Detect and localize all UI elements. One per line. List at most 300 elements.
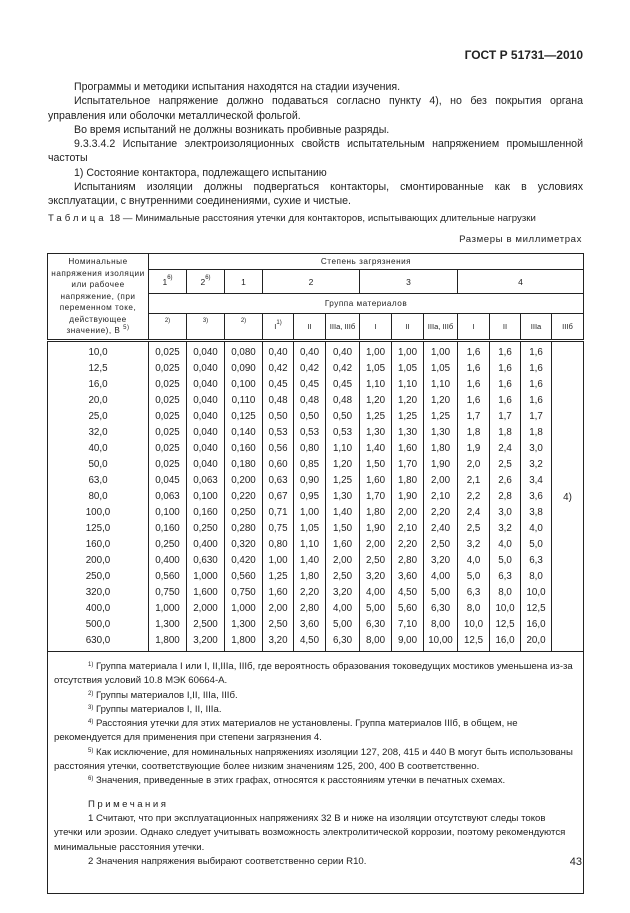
table-caption-prefix: Таблица <box>48 213 107 224</box>
creepage-cell: 1,800 <box>225 632 263 652</box>
creepage-table <box>47 253 584 894</box>
creepage-cell: 0,95 <box>294 488 326 504</box>
table-row <box>48 360 584 376</box>
creepage-cell: 3,4 <box>521 472 552 488</box>
creepage-cell: 9,00 <box>392 632 424 652</box>
creepage-cell: 0,200 <box>225 472 263 488</box>
creepage-cell: 1,6 <box>521 376 552 392</box>
creepage-cell: 0,100 <box>187 488 225 504</box>
creepage-cell: 0,025 <box>149 456 187 472</box>
creepage-cell: 3,8 <box>521 504 552 520</box>
creepage-cell: 2,40 <box>424 520 458 536</box>
creepage-cell: 4,00 <box>360 584 392 600</box>
table-row <box>48 424 584 440</box>
material-group-label: II <box>502 322 508 331</box>
notes-heading: Примечания <box>88 798 169 810</box>
voltage-header: Номинальные напряжения изоляции или рабочее напряжение, (при переменном токе, действующее значение), В $^{5)}$ <box>48 254 149 341</box>
voltage-cell: 320,0 <box>48 584 149 600</box>
creepage-cell: 1,60 <box>392 440 424 456</box>
voltage-cell: 200,0 <box>48 552 149 568</box>
creepage-cell: 1,8 <box>458 424 490 440</box>
creepage-cell: 2,50 <box>263 616 294 632</box>
voltage-cell: 400,0 <box>48 600 149 616</box>
table-row <box>48 632 584 652</box>
creepage-cell: 0,400 <box>149 552 187 568</box>
creepage-cell: 2,00 <box>392 504 424 520</box>
material-group <box>458 314 490 341</box>
creepage-cell: 2,10 <box>392 520 424 536</box>
voltage-cell: 25,0 <box>48 408 149 424</box>
creepage-cell: 2,20 <box>392 536 424 552</box>
material-group <box>521 314 552 341</box>
creepage-cell: 2,20 <box>294 584 326 600</box>
material-group <box>490 314 521 341</box>
creepage-cell: 1,20 <box>392 392 424 408</box>
paragraph: Во время испытаний не должны возникать пробивные разряды. <box>74 123 390 136</box>
material-group <box>360 314 392 341</box>
creepage-cell: 2,80 <box>294 600 326 616</box>
creepage-cell: 0,750 <box>225 584 263 600</box>
table-row <box>48 504 584 520</box>
creepage-cell: 1,10 <box>360 376 392 392</box>
creepage-cell: 1,6 <box>521 341 552 361</box>
creepage-cell: 1,05 <box>294 520 326 536</box>
creepage-cell: 1,6 <box>458 376 490 392</box>
footnote-text: Группы материалов I,II, IIIa, IIIб. <box>96 689 238 701</box>
table-row <box>48 456 584 472</box>
footnote-mark: 1) <box>88 662 94 668</box>
paragraph: 9.3.3.4.2 Испытание электроизоляционных свойств испытательным напряжением промышленной частоты <box>48 138 583 165</box>
pollution-degree <box>225 270 263 294</box>
creepage-cell: 5,60 <box>392 600 424 616</box>
creepage-cell: 2,5 <box>458 520 490 536</box>
creepage-cell: 6,3 <box>521 552 552 568</box>
creepage-cell: 5,00 <box>360 600 392 616</box>
footnote-mark: 3) <box>88 704 94 711</box>
creepage-cell: 2,4 <box>490 440 521 456</box>
paragraph: Программы и методики испытания находятся на стадии изучения. <box>74 81 401 93</box>
footnote-ref: 6) <box>205 274 211 281</box>
voltage-cell: 250,0 <box>48 568 149 584</box>
material-group <box>424 314 458 341</box>
pollution-degree-label: 3 <box>406 276 411 287</box>
creepage-cell: 2,5 <box>490 456 521 472</box>
creepage-cell: 10,00 <box>424 632 458 652</box>
table-caption <box>48 213 536 224</box>
material-header: Группа материалов <box>149 294 584 314</box>
table-footnotes <box>48 652 584 894</box>
creepage-cell: 5,00 <box>326 616 360 632</box>
creepage-cell: 1,25 <box>424 408 458 424</box>
creepage-cell: 0,63 <box>263 472 294 488</box>
creepage-cell: 1,6 <box>458 360 490 376</box>
creepage-cell: 0,53 <box>294 424 326 440</box>
pollution-header: Степень загрязнения <box>149 254 584 270</box>
creepage-cell: 1,00 <box>360 341 392 361</box>
creepage-cell: 0,040 <box>187 392 225 408</box>
creepage-cell: 0,50 <box>263 408 294 424</box>
footnote-mark: 6) <box>88 776 94 783</box>
table-row <box>48 536 584 552</box>
pollution-degree <box>187 270 225 294</box>
table-row <box>48 376 584 392</box>
creepage-cell: 0,280 <box>225 520 263 536</box>
creepage-cell: 2,20 <box>424 504 458 520</box>
creepage-cell: 0,53 <box>263 424 294 440</box>
creepage-cell: 3,2 <box>490 520 521 536</box>
table-row <box>48 440 584 456</box>
page-number: 43 <box>569 856 582 868</box>
creepage-cell: 0,110 <box>225 392 263 408</box>
creepage-cell: 0,220 <box>225 488 263 504</box>
creepage-cell: 4,0 <box>458 552 490 568</box>
material-group-label: II <box>307 322 312 331</box>
voltage-cell: 160,0 <box>48 536 149 552</box>
creepage-cell: 2,4 <box>458 504 490 520</box>
creepage-cell: 1,000 <box>149 600 187 616</box>
creepage-cell: 0,45 <box>294 376 326 392</box>
creepage-cell: 4,00 <box>424 568 458 584</box>
creepage-cell: 1,6 <box>490 392 521 408</box>
creepage-cell: 0,100 <box>225 376 263 392</box>
creepage-cell: 8,0 <box>490 584 521 600</box>
creepage-cell: 2,00 <box>326 552 360 568</box>
voltage-cell: 12,5 <box>48 360 149 376</box>
footnote-text: Группа материала I или I, II,IIIa, IIIб, где вероятность образования токоведущих мостиков уменьшена из-за отсутствия условий 10.8 МЭК 60664-А. <box>54 661 573 687</box>
creepage-cell: 1,10 <box>294 536 326 552</box>
creepage-cell: 0,42 <box>263 360 294 376</box>
material-group-label: I <box>374 322 377 331</box>
creepage-cell: 5,0 <box>490 552 521 568</box>
creepage-cell: 6,30 <box>360 616 392 632</box>
paragraph: 1) Состояние контактора, подлежащего испытанию <box>74 166 327 179</box>
creepage-cell: 1,05 <box>360 360 392 376</box>
creepage-cell: 5,0 <box>521 536 552 552</box>
creepage-cell: 2,0 <box>458 456 490 472</box>
creepage-cell: 0,50 <box>294 408 326 424</box>
footnote-ref: 1) <box>276 320 282 326</box>
creepage-cell: 8,0 <box>458 600 490 616</box>
creepage-cell: 0,250 <box>187 520 225 536</box>
material-group-label: I <box>274 322 277 331</box>
voltage-cell: 20,0 <box>48 392 149 408</box>
creepage-cell: 4,0 <box>490 536 521 552</box>
creepage-cell: 1,10 <box>392 376 424 392</box>
creepage-cell: 1,05 <box>424 360 458 376</box>
material-group-label: IIIa <box>530 322 542 331</box>
creepage-cell: 3,0 <box>490 504 521 520</box>
voltage-cell: 10,0 <box>48 341 149 361</box>
table-row <box>48 472 584 488</box>
creepage-cell: 5,0 <box>458 568 490 584</box>
creepage-cell: 12,5 <box>490 616 521 632</box>
creepage-cell: 0,250 <box>149 536 187 552</box>
creepage-cell: 1,30 <box>326 488 360 504</box>
creepage-cell: 1,8 <box>490 424 521 440</box>
creepage-cell: 1,80 <box>424 440 458 456</box>
creepage-cell: 0,53 <box>326 424 360 440</box>
creepage-cell: 0,040 <box>187 424 225 440</box>
material-group-label: 2) <box>164 318 171 324</box>
creepage-cell: 0,630 <box>187 552 225 568</box>
creepage-cell: 1,8 <box>521 424 552 440</box>
creepage-cell: 4,0 <box>521 520 552 536</box>
creepage-cell: 0,50 <box>326 408 360 424</box>
creepage-cell: 1,80 <box>392 472 424 488</box>
creepage-cell: 1,30 <box>392 424 424 440</box>
creepage-cell: 0,67 <box>263 488 294 504</box>
voltage-cell: 63,0 <box>48 472 149 488</box>
table-caption-text: 18 — Минимальные расстояния утечки для контакторов, испытывающих длительные нагрузки <box>109 213 536 224</box>
creepage-cell: 0,42 <box>326 360 360 376</box>
creepage-cell: 2,10 <box>424 488 458 504</box>
table-row <box>48 584 584 600</box>
footnote-text: Как исключение, для номинальных напряжениях изоляции 127, 208, 415 и 440 В могут быть использованы расстояния утечки, соответствующие более низким значениям 125, 200, 400 В соответственно. <box>54 746 573 773</box>
material-group-label: 2) <box>240 318 247 324</box>
creepage-cell: 1,600 <box>187 584 225 600</box>
creepage-cell: 1,000 <box>225 600 263 616</box>
creepage-cell: 3,200 <box>187 632 225 652</box>
creepage-cell: 0,063 <box>149 488 187 504</box>
creepage-cell: 2,00 <box>263 600 294 616</box>
creepage-cell: 12,5 <box>458 632 490 652</box>
voltage-cell: 630,0 <box>48 632 149 652</box>
creepage-cell: 6,30 <box>424 600 458 616</box>
creepage-cell: 2,500 <box>187 616 225 632</box>
creepage-cell: 0,025 <box>149 341 187 361</box>
creepage-cell: 8,00 <box>424 616 458 632</box>
table-row <box>48 341 584 361</box>
pollution-degree-label: 1 <box>241 276 246 287</box>
voltage-cell: 16,0 <box>48 376 149 392</box>
creepage-cell: 2,50 <box>326 568 360 584</box>
creepage-cell: 7,10 <box>392 616 424 632</box>
creepage-cell: 3,0 <box>521 440 552 456</box>
creepage-cell: 0,560 <box>149 568 187 584</box>
pollution-degree <box>360 270 458 294</box>
material-group <box>149 314 187 341</box>
creepage-cell: 0,750 <box>149 584 187 600</box>
creepage-cell: 12,5 <box>521 600 552 616</box>
creepage-cell: 10,0 <box>490 600 521 616</box>
footnote-text: Группы материалов I, II, IIIa. <box>96 703 222 715</box>
creepage-cell: 1,6 <box>490 341 521 361</box>
creepage-cell: 0,560 <box>225 568 263 584</box>
creepage-cell: 1,20 <box>326 456 360 472</box>
material-group-label: IIIб <box>562 322 573 331</box>
creepage-cell: 0,85 <box>294 456 326 472</box>
creepage-cell: 0,040 <box>187 376 225 392</box>
creepage-cell: 3,20 <box>326 584 360 600</box>
creepage-cell: 3,2 <box>521 456 552 472</box>
creepage-cell: 0,040 <box>187 408 225 424</box>
table-units: Размеры в миллиметрах <box>459 234 582 245</box>
creepage-cell: 0,025 <box>149 440 187 456</box>
creepage-cell: 0,140 <box>225 424 263 440</box>
material-group-label: 3) <box>202 318 209 324</box>
creepage-cell: 0,45 <box>263 376 294 392</box>
creepage-cell: 1,10 <box>424 376 458 392</box>
creepage-cell: 1,00 <box>263 552 294 568</box>
material-group <box>263 314 294 341</box>
creepage-cell: 2,50 <box>424 536 458 552</box>
creepage-cell: 0,71 <box>263 504 294 520</box>
creepage-cell: 2,00 <box>360 536 392 552</box>
material-group-label: I <box>472 322 475 331</box>
creepage-cell: 1,30 <box>424 424 458 440</box>
creepage-cell: 2,2 <box>458 488 490 504</box>
creepage-cell: 0,040 <box>187 440 225 456</box>
material-group <box>326 314 360 341</box>
creepage-cell: 2,000 <box>187 600 225 616</box>
creepage-cell: 0,42 <box>294 360 326 376</box>
creepage-cell: 3,6 <box>521 488 552 504</box>
creepage-cell: 0,160 <box>187 504 225 520</box>
creepage-cell: 1,30 <box>360 424 392 440</box>
table-row <box>48 600 584 616</box>
material-group <box>294 314 326 341</box>
table-row <box>48 488 584 504</box>
creepage-cell: 1,6 <box>521 360 552 376</box>
creepage-cell: 1,25 <box>392 408 424 424</box>
creepage-cell: 3,20 <box>360 568 392 584</box>
pollution-degree <box>458 270 584 294</box>
creepage-cell: 0,040 <box>187 341 225 361</box>
creepage-cell: 0,40 <box>326 341 360 361</box>
creepage-cell: 0,180 <box>225 456 263 472</box>
creepage-cell: 0,080 <box>225 341 263 361</box>
creepage-cell: 1,300 <box>225 616 263 632</box>
creepage-cell: 2,6 <box>490 472 521 488</box>
material-group-label: IIIa, IIIб <box>329 322 356 331</box>
table-row <box>48 392 584 408</box>
creepage-cell: 1,25 <box>360 408 392 424</box>
creepage-cell: 1,05 <box>392 360 424 376</box>
creepage-cell: 6,3 <box>458 584 490 600</box>
creepage-cell: 0,250 <box>225 504 263 520</box>
creepage-cell: 0,400 <box>187 536 225 552</box>
creepage-cell: 0,80 <box>263 536 294 552</box>
footnote-mark: 2) <box>88 690 94 697</box>
creepage-cell: 0,100 <box>149 504 187 520</box>
material-group <box>392 314 424 341</box>
creepage-cell: 0,48 <box>263 392 294 408</box>
creepage-cell: 1,25 <box>263 568 294 584</box>
note: 2 Значения напряжения выбирают соответственно серии R10. <box>88 855 367 867</box>
creepage-cell: 1,60 <box>263 584 294 600</box>
creepage-cell: 1,7 <box>521 408 552 424</box>
creepage-cell: 0,75 <box>263 520 294 536</box>
creepage-cell: 1,50 <box>326 520 360 536</box>
voltage-cell: 40,0 <box>48 440 149 456</box>
creepage-cell: 0,040 <box>187 360 225 376</box>
creepage-cell: 1,7 <box>490 408 521 424</box>
table-row <box>48 552 584 568</box>
creepage-cell: 0,80 <box>294 440 326 456</box>
body-text <box>48 80 583 209</box>
creepage-cell: 1,20 <box>424 392 458 408</box>
footnote-mark: 5) <box>88 747 94 754</box>
note: 1 Считают, что при эксплуатационных напряжениях 32 В и ниже на изоляции отсутствуют следы токов утечки или эрозии. Однако следует учитывать возможность электролитической коррозии, поэтому рекомендуются минимальные расстояния утечки. <box>54 812 566 853</box>
footnote <box>54 774 575 788</box>
voltage-cell: 100,0 <box>48 504 149 520</box>
creepage-cell: 1,000 <box>187 568 225 584</box>
creepage-cell: 16,0 <box>490 632 521 652</box>
creepage-cell: 0,40 <box>263 341 294 361</box>
creepage-cell: 10,0 <box>458 616 490 632</box>
creepage-cell: 1,50 <box>360 456 392 472</box>
footnote <box>54 689 575 703</box>
creepage-cell: 1,60 <box>326 536 360 552</box>
document-id: ГОСТ Р 51731—2010 <box>464 48 583 62</box>
creepage-cell: 1,6 <box>490 360 521 376</box>
creepage-cell: 1,70 <box>360 488 392 504</box>
creepage-cell: 3,60 <box>294 616 326 632</box>
creepage-cell: 1,6 <box>458 392 490 408</box>
creepage-cell: 3,60 <box>392 568 424 584</box>
creepage-cell: 0,125 <box>225 408 263 424</box>
creepage-cell: 1,10 <box>326 440 360 456</box>
pollution-degree <box>149 270 187 294</box>
creepage-cell: 3,2 <box>458 536 490 552</box>
creepage-cell: 0,320 <box>225 536 263 552</box>
creepage-cell: 1,90 <box>424 456 458 472</box>
voltage-cell: 32,0 <box>48 424 149 440</box>
creepage-cell: 0,160 <box>149 520 187 536</box>
creepage-cell: 1,6 <box>490 376 521 392</box>
material-group <box>225 314 263 341</box>
creepage-cell: 1,25 <box>326 472 360 488</box>
pollution-degree-label: 4 <box>518 276 523 287</box>
creepage-cell: 0,420 <box>225 552 263 568</box>
creepage-cell: 0,60 <box>263 456 294 472</box>
creepage-cell: 1,40 <box>360 440 392 456</box>
paragraph: Испытательное напряжение должно подаваться согласно пункту 4), но без покрытия органа управления или оболочки металлической фольгой. <box>48 95 583 122</box>
voltage-cell: 500,0 <box>48 616 149 632</box>
pollution-degree <box>263 270 360 294</box>
creepage-cell: 0,56 <box>263 440 294 456</box>
creepage-cell: 1,80 <box>360 504 392 520</box>
material-group <box>187 314 225 341</box>
creepage-cell: 8,00 <box>360 632 392 652</box>
creepage-cell: 0,025 <box>149 376 187 392</box>
footnote-ref: 6) <box>167 274 173 281</box>
creepage-cell: 8,0 <box>521 568 552 584</box>
creepage-cell: 0,45 <box>326 376 360 392</box>
creepage-cell: 2,80 <box>392 552 424 568</box>
material-group-label: IIIa, IIIб <box>427 322 454 331</box>
footnote <box>54 746 575 775</box>
table-row <box>48 408 584 424</box>
footnote-text: Значения, приведенные в этих графах, относятся к расстояниям утечки в печатных схемах. <box>96 775 506 787</box>
creepage-cell: 0,063 <box>187 472 225 488</box>
pollution-degree-label: 2 <box>200 276 206 287</box>
table-row <box>48 520 584 536</box>
creepage-cell: 1,00 <box>424 341 458 361</box>
table-row <box>48 568 584 584</box>
creepage-cell: 4,50 <box>294 632 326 652</box>
footnote-text: Расстояния утечки для этих материалов не установлены. Группа материалов IIIб, в общем, не рекомендуется для применения при степени загрязнения 4. <box>54 718 518 744</box>
footnote <box>54 660 575 689</box>
creepage-cell: 3,20 <box>263 632 294 652</box>
creepage-cell: 1,7 <box>458 408 490 424</box>
creepage-cell: 2,50 <box>360 552 392 568</box>
voltage-cell: 125,0 <box>48 520 149 536</box>
footnote-mark: 4) <box>88 719 94 726</box>
creepage-cell: 1,40 <box>326 504 360 520</box>
creepage-cell: 0,160 <box>225 440 263 456</box>
creepage-cell: 0,025 <box>149 392 187 408</box>
